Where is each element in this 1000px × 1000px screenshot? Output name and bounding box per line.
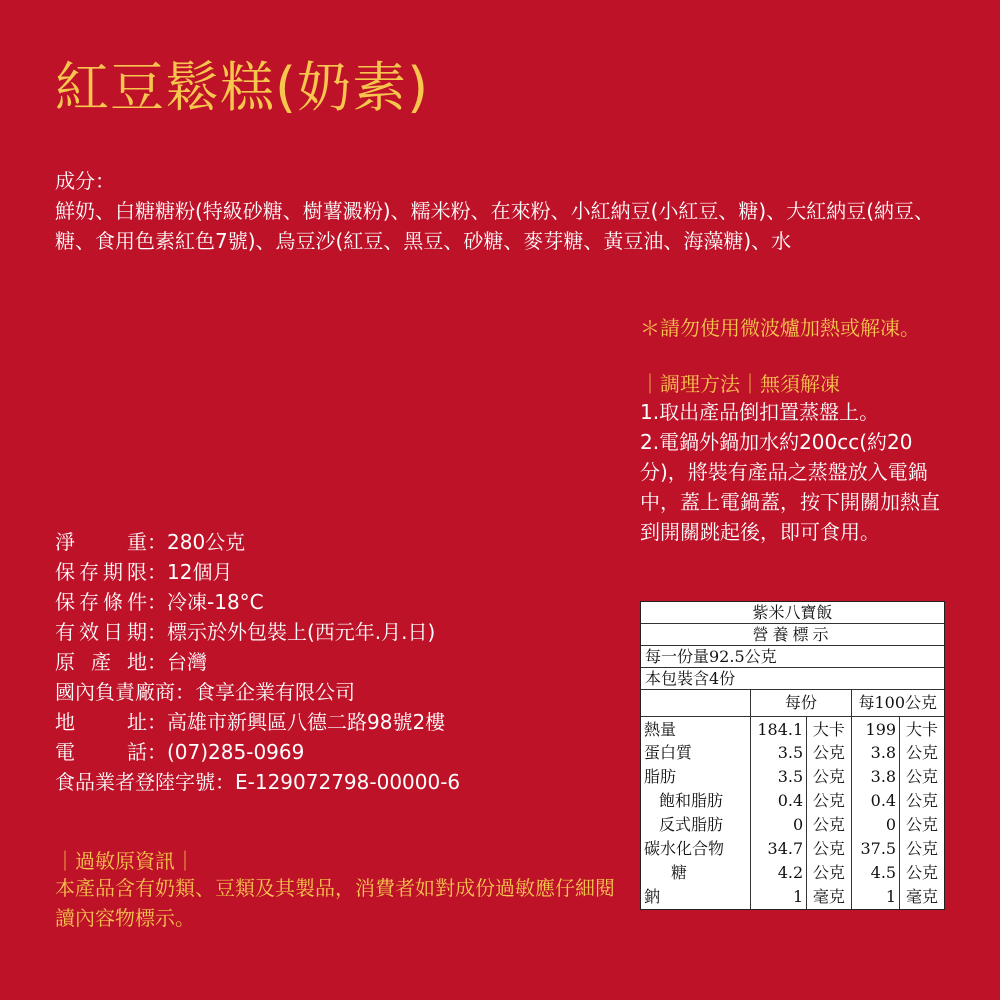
nutrition-grid <box>641 690 944 909</box>
per-serving-unit: 公克 <box>807 741 851 765</box>
per-serving-unit: 公克 <box>807 861 851 885</box>
spec-label: 地址 <box>55 710 147 734</box>
nutrition-header: 營養標示 <box>641 624 944 646</box>
per-100g-unit: 公克 <box>906 862 939 882</box>
nutrition-corner-cell <box>641 690 751 716</box>
spec-row-origin: 原產地 ： 台灣 <box>55 647 460 677</box>
spec-row-address: 地址 ： 高雄市新興區八德二路98號2樓 <box>55 707 460 737</box>
per-100g-value: 3.8 <box>851 765 900 789</box>
nutrient-name: 鈉 <box>641 885 751 909</box>
spec-value: (07)285-0969 <box>167 740 305 764</box>
ingredients-label: 成分： <box>55 169 115 193</box>
spec-value: E-129072798-00000-6 <box>235 770 461 794</box>
nutrition-row <box>641 716 944 741</box>
nutrition-row <box>641 741 944 765</box>
nutrition-row <box>641 765 944 789</box>
nutrient-name: 碳水化合物 <box>641 837 751 861</box>
spec-label: 原產地 <box>55 650 147 674</box>
ingredients-text: 鮮奶、白糖糖粉(特級砂糖、樹薯澱粉)、糯米粉、在來粉、小紅納豆(小紅豆、糖)、大紅納豆(納豆、糖、食用色素紅色7號)、烏豆沙(紅豆、黑豆、砂糖、麥芽糖、黃豆油、海藻糖)、水 <box>55 199 935 253</box>
per-serving-unit: 公克 <box>807 813 851 837</box>
per-100g-value: 199 <box>851 716 900 741</box>
spec-value: 標示於外包裝上(西元年.月.日) <box>167 620 436 644</box>
allergen-text: 本產品含有奶類、豆類及其製品，消費者如對成份過敏應仔細閱讀內容物標示。 <box>55 876 615 930</box>
spec-row-expiry: 有效日期 ： 標示於外包裝上(西元年.月.日) <box>55 617 460 647</box>
nutrient-name: 蛋白質 <box>641 741 751 765</box>
nutrition-facts-table <box>640 601 945 910</box>
cooking-heading: ｜調理方法｜無須解凍 <box>640 372 840 396</box>
nutrition-row <box>641 837 944 861</box>
nutrition-serving-size: 每一份量92.5公克 <box>641 646 944 668</box>
per-serving-unit: 毫克 <box>807 885 851 909</box>
per-serving-value: 0 <box>751 813 807 837</box>
nutrition-column-headers <box>641 690 944 716</box>
allergen-heading: ｜過敏原資訊｜ <box>55 849 195 873</box>
per-serving-unit: 大卡 <box>807 716 851 741</box>
per-serving-unit: 公克 <box>807 789 851 813</box>
spec-row-storage: 保存條件 ： 冷凍-18°C <box>55 587 460 617</box>
per-serving-value: 3.5 <box>751 765 807 789</box>
per-serving-unit: 公克 <box>807 837 851 861</box>
per-100g-unit: 公克 <box>906 838 939 858</box>
microwave-warning: ＊請勿使用微波爐加熱或解凍。 <box>640 316 920 340</box>
product-specs <box>55 527 460 797</box>
nutrition-row <box>641 789 944 813</box>
spec-label: 淨重 <box>55 530 147 554</box>
spec-row-shelf-life: 保存期限 ： 12個月 <box>55 557 460 587</box>
spec-label: 保存期限 <box>55 560 147 584</box>
nutrition-servings: 本包裝含4份 <box>641 668 944 690</box>
spec-value: 12個月 <box>167 560 233 584</box>
per-serving-value: 1 <box>751 885 807 909</box>
per-100g-value: 4.5 <box>851 861 900 885</box>
product-title: 紅豆鬆糕(奶素) <box>55 56 430 119</box>
per-100g-unit: 公克 <box>906 742 939 762</box>
spec-row-net-weight: 淨重 ： 280公克 <box>55 527 460 557</box>
per-100g-value: 1 <box>851 885 900 909</box>
per-100g-unit: 公克 <box>906 790 939 810</box>
per-100g-unit: 大卡 <box>906 719 939 739</box>
spec-value: 冷凍-18°C <box>167 590 264 614</box>
cooking-steps <box>640 397 950 547</box>
nutrition-product-name: 紫米八寶飯 <box>641 602 944 624</box>
spec-row-manufacturer: 國內負責廠商 ： 食享企業有限公司 <box>55 677 460 707</box>
per-100g-unit: 公克 <box>906 766 939 786</box>
spec-value: 食享企業有限公司 <box>195 680 355 704</box>
per-serving-value: 34.7 <box>751 837 807 861</box>
ingredients-section <box>55 166 955 256</box>
nutrient-name: 脂肪 <box>641 765 751 789</box>
nutrient-name: 熱量 <box>641 716 751 741</box>
spec-label: 有效日期 <box>55 620 147 644</box>
cooking-step: 1.取出產品倒扣置蒸盤上。 <box>640 400 880 424</box>
per-100g-unit: 公克 <box>906 814 939 834</box>
spec-value: 台灣 <box>167 650 207 674</box>
spec-value: 高雄市新興區八德二路98號2樓 <box>167 710 446 734</box>
spec-value: 280公克 <box>167 530 246 554</box>
nutrient-name: 糖 <box>641 861 751 885</box>
nutrient-name: 飽和脂肪 <box>641 789 751 813</box>
per-serving-unit: 公克 <box>807 765 851 789</box>
per-100g-value: 37.5 <box>851 837 900 861</box>
spec-label: 國內負責廠商 <box>55 680 175 704</box>
per-serving-value: 3.5 <box>751 741 807 765</box>
spec-label: 食品業者登陸字號 <box>55 770 215 794</box>
spec-row-registration: 食品業者登陸字號 ： E-129072798-00000-6 <box>55 767 460 797</box>
nutrient-name: 反式脂肪 <box>641 813 751 837</box>
cooking-step: 2.電鍋外鍋加水約200cc(約20分)，將裝有產品之蒸盤放入電鍋中，蓋上電鍋蓋，按下開關加熱直到開關跳起後，即可食用。 <box>640 430 940 544</box>
col-per-serving: 每份 <box>751 690 851 716</box>
nutrition-row <box>641 885 944 909</box>
per-serving-value: 4.2 <box>751 861 807 885</box>
spec-label: 保存條件 <box>55 590 147 614</box>
col-per-100g: 每100公克 <box>851 690 944 716</box>
per-100g-value: 3.8 <box>851 741 900 765</box>
spec-row-phone: 電話 ： (07)285-0969 <box>55 737 460 767</box>
per-serving-value: 184.1 <box>751 716 807 741</box>
per-100g-value: 0 <box>851 813 900 837</box>
per-100g-value: 0.4 <box>851 789 900 813</box>
per-serving-value: 0.4 <box>751 789 807 813</box>
nutrition-row <box>641 813 944 837</box>
nutrition-row <box>641 861 944 885</box>
spec-label: 電話 <box>55 740 147 764</box>
per-100g-unit: 毫克 <box>906 886 939 906</box>
